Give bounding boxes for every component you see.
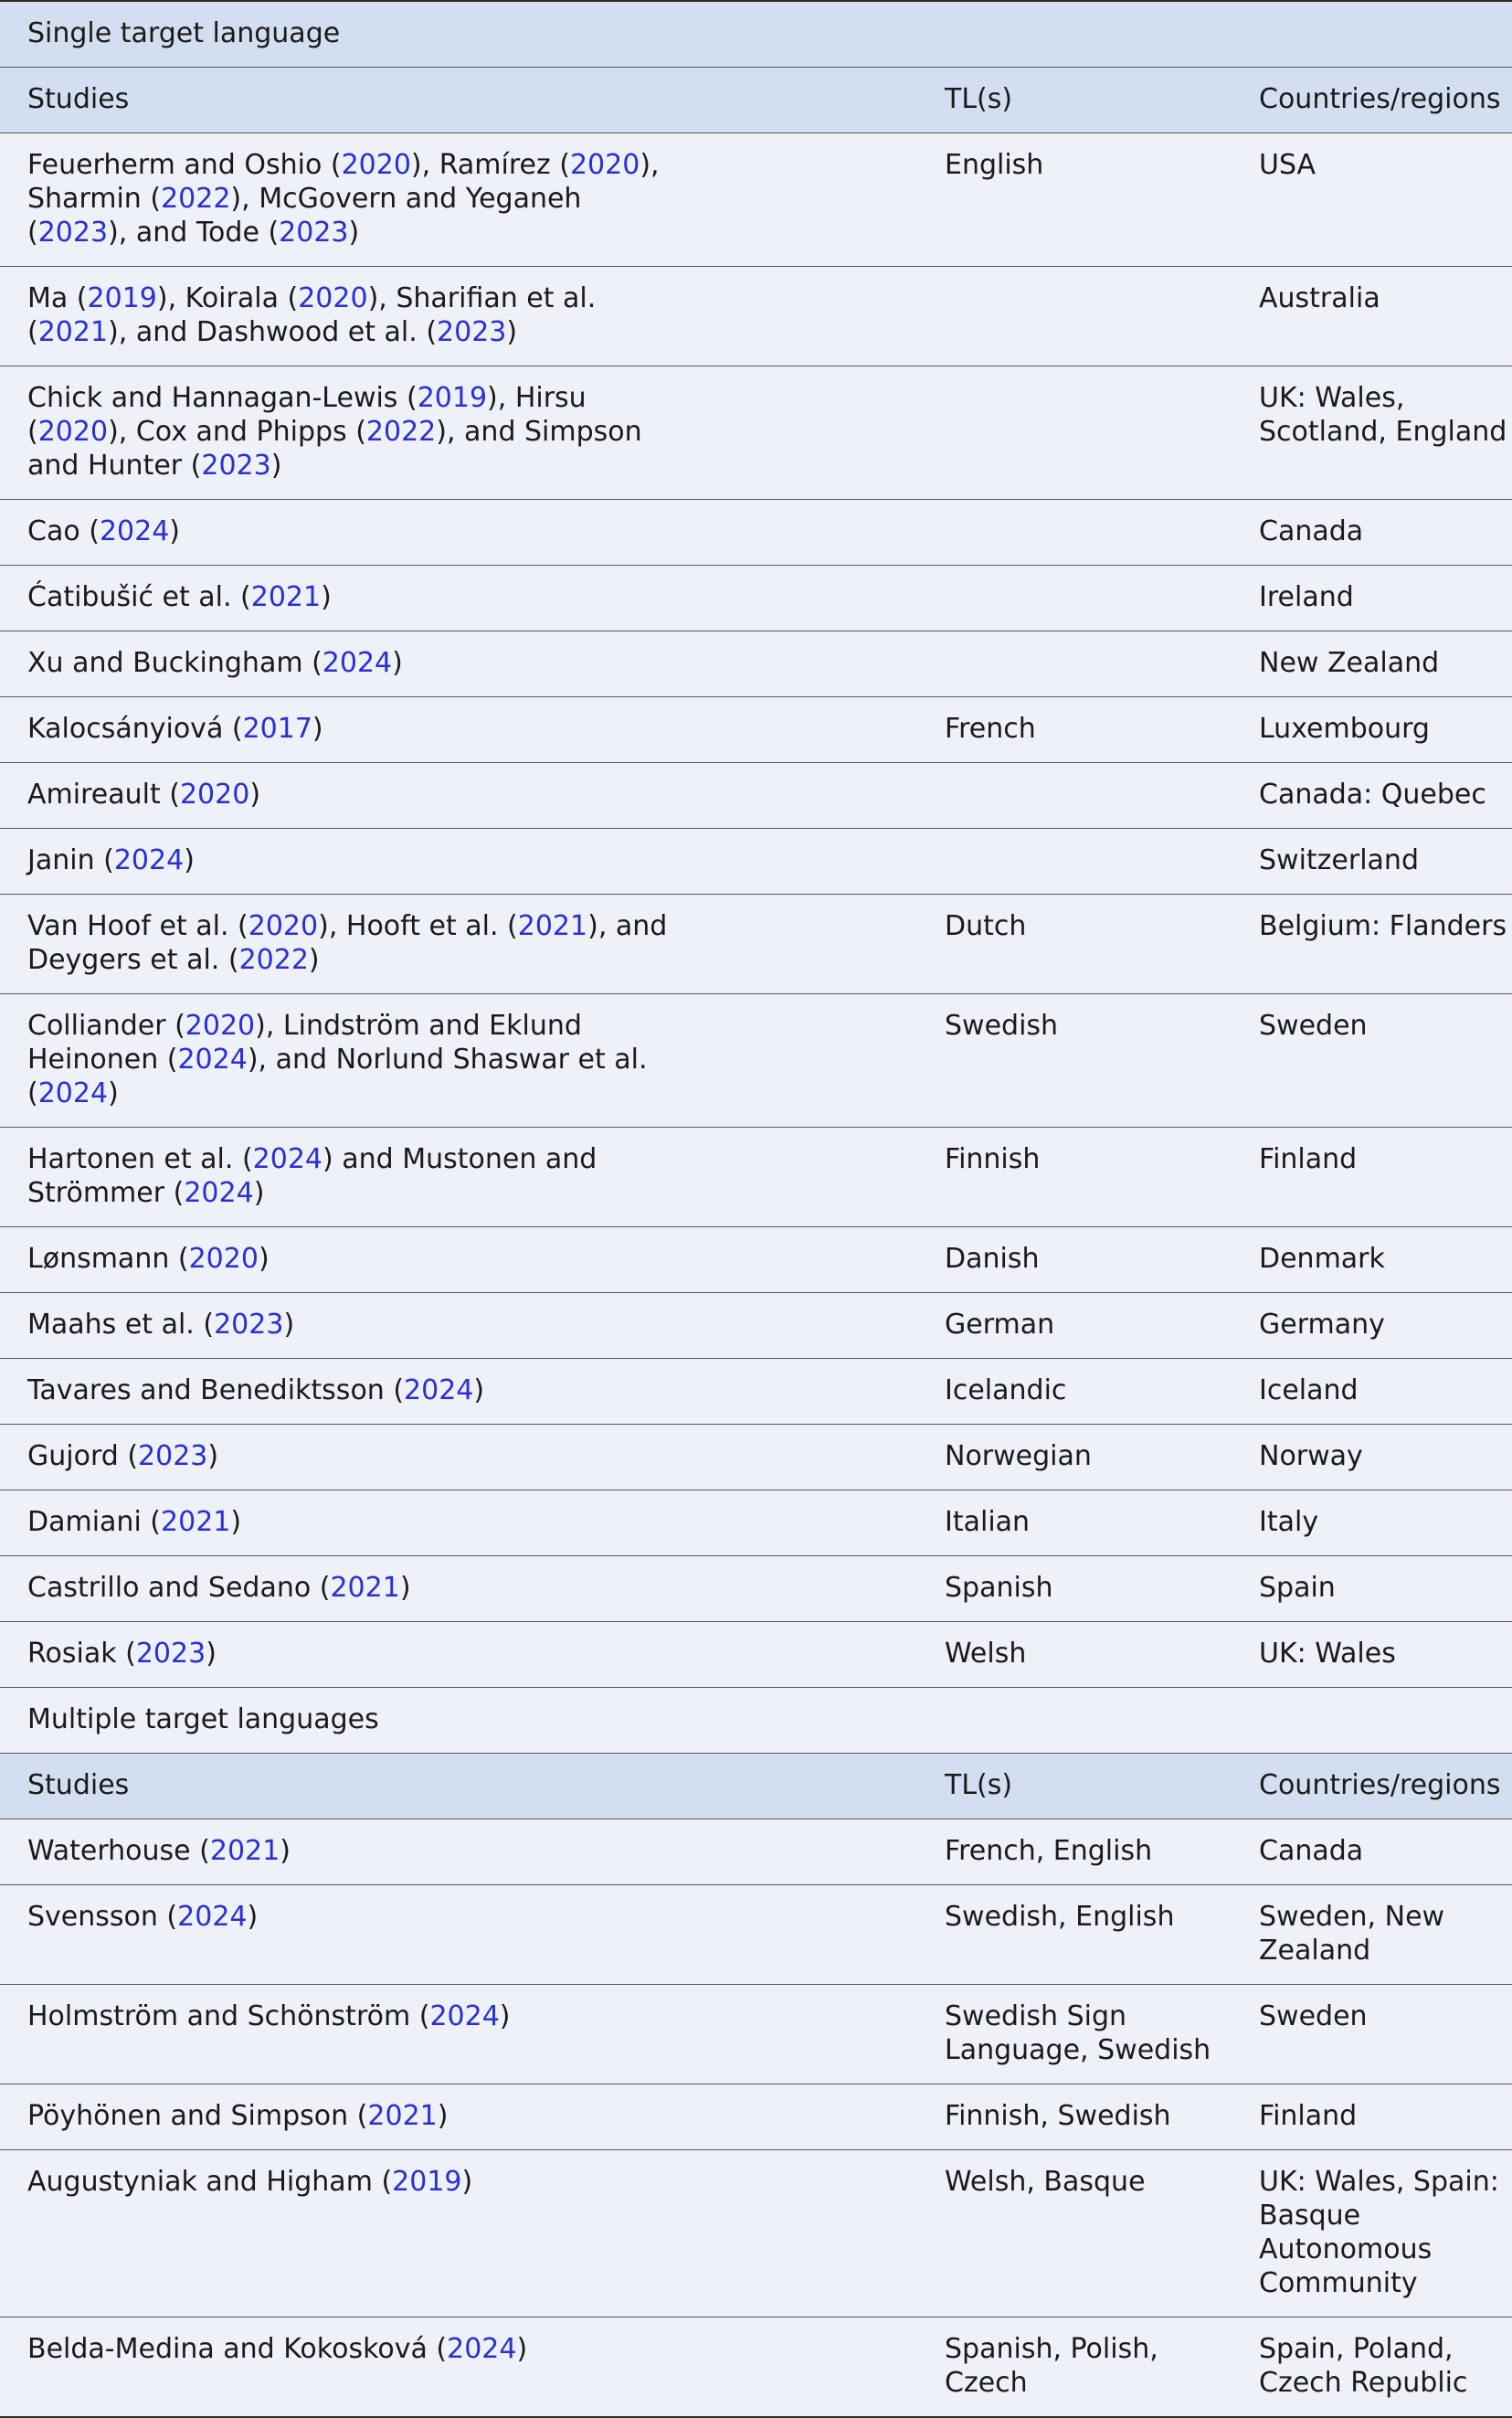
citation-year-link[interactable]: 2023: [437, 316, 507, 348]
study-text: ): [184, 844, 195, 876]
country-cell: New Zealand: [1232, 631, 1512, 697]
table-row: [0, 1359, 1512, 1425]
citation-year-link[interactable]: 2023: [279, 217, 349, 249]
tl-cell: French: [917, 697, 1232, 763]
study-text: ), and Deygers et al. (: [27, 910, 668, 976]
studies-cell: [0, 829, 917, 895]
study-text: Colliander (: [27, 1010, 185, 1042]
country-cell: UK: Wales, Spain: Basque Autonomous Community: [1232, 2150, 1512, 2317]
header-studies: Studies: [0, 68, 917, 133]
studies-cell: [0, 1985, 917, 2084]
tl-cell: Finnish, Swedish: [917, 2084, 1232, 2150]
study-text: Feuerherm and Oshio (: [27, 149, 342, 181]
country-cell: Belgium: Flanders: [1232, 895, 1512, 994]
studies-cell: [0, 1556, 917, 1622]
citation-year-link[interactable]: 2019: [87, 282, 157, 314]
table-row: [0, 1985, 1512, 2084]
table-row: [0, 1819, 1512, 1885]
study-text: ), Hirsu (: [27, 382, 587, 448]
table-row: [0, 1490, 1512, 1556]
table-row: [0, 267, 1512, 366]
studies-cell: [0, 1128, 917, 1227]
country-cell: Iceland: [1232, 1359, 1512, 1425]
tl-cell: Swedish Sign Language, Swedish: [917, 1985, 1232, 2084]
study-text: ): [206, 1638, 217, 1670]
citation-year-link[interactable]: 2020: [179, 779, 250, 811]
study-text: ): [283, 1309, 295, 1341]
study-text: Amireault (: [27, 779, 180, 811]
citation-year-link[interactable]: 2024: [429, 2000, 500, 2032]
table-row: [0, 631, 1512, 697]
table-row: [0, 366, 1512, 500]
citation-year-link[interactable]: 2020: [248, 910, 319, 942]
study-text: ): [207, 1440, 219, 1472]
table-row: [0, 2150, 1512, 2317]
study-text: Gujord (: [27, 1440, 139, 1472]
tl-cell: [917, 763, 1232, 829]
citation-year-link[interactable]: 2020: [341, 149, 411, 181]
tl-cell: Danish: [917, 1227, 1232, 1293]
study-text: ): [258, 1243, 270, 1275]
study-text: ): [247, 1901, 259, 1933]
country-cell: Canada: Quebec: [1232, 763, 1512, 829]
citation-year-link[interactable]: 2021: [250, 581, 322, 613]
table-row: [0, 2084, 1512, 2150]
study-text: ) and Mustonen and Strömmer (: [27, 1143, 597, 1209]
country-cell: UK: Wales: [1232, 1622, 1512, 1688]
study-text: Janin (: [27, 844, 114, 876]
study-text: Van Hoof et al. (: [27, 910, 248, 942]
studies-cell: [0, 1293, 917, 1359]
study-text: ), Koirala (: [156, 282, 299, 314]
citation-year-link[interactable]: 2024: [113, 844, 185, 876]
study-text: ), Ramírez (: [410, 149, 570, 181]
table-row: [0, 1885, 1512, 1985]
study-text: ): [169, 515, 181, 547]
citation-year-link[interactable]: 2020: [298, 282, 368, 314]
study-text: ), and Tode (: [108, 217, 280, 249]
study-text: ): [270, 450, 282, 482]
study-text: ): [399, 1572, 411, 1604]
tl-cell: French, English: [917, 1819, 1232, 1885]
study-text: ), Lindström and Eklund Heinonen (: [27, 1010, 582, 1076]
study-text: Augustyniak and Higham (: [27, 2166, 393, 2198]
citation-year-link[interactable]: 2019: [417, 382, 488, 414]
tl-cell: Norwegian: [917, 1425, 1232, 1490]
study-text: Pöyhönen and Simpson (: [27, 2100, 368, 2132]
studies-cell: [0, 763, 917, 829]
table-row: [0, 1227, 1512, 1293]
studies-cell: [0, 697, 917, 763]
table-row: [0, 1128, 1512, 1227]
studies-cell: [0, 133, 917, 267]
studies-cell: [0, 1885, 917, 1985]
study-text: ): [348, 217, 360, 249]
citation-year-link[interactable]: 2021: [330, 1572, 400, 1604]
citation-year-link[interactable]: 2023: [214, 1309, 284, 1341]
citation-year-link[interactable]: 2020: [188, 1243, 259, 1275]
study-text: ), Sharifian et al. (: [27, 282, 597, 348]
header-countries: Countries/regions: [1232, 1754, 1512, 1819]
citation-year-link[interactable]: 2024: [177, 1044, 248, 1076]
country-cell: Finland: [1232, 2084, 1512, 2150]
study-text: ): [499, 2000, 511, 2032]
header-countries: Countries/regions: [1232, 68, 1512, 133]
studies-cell: [0, 1622, 917, 1688]
citation-year-link[interactable]: 2023: [138, 1440, 208, 1472]
citation-year-link[interactable]: 2021: [367, 2100, 438, 2132]
tl-cell: Welsh, Basque: [917, 2150, 1232, 2317]
study-text: ): [392, 647, 403, 679]
citation-year-link[interactable]: 2024: [177, 1901, 248, 1933]
study-text: Kalocsányiová (: [27, 713, 243, 745]
country-cell: Denmark: [1232, 1227, 1512, 1293]
citation-year-link[interactable]: 2023: [201, 450, 271, 482]
country-cell: Sweden: [1232, 994, 1512, 1128]
study-text: Waterhouse (: [27, 1835, 210, 1867]
country-cell: Switzerland: [1232, 829, 1512, 895]
citation-year-link[interactable]: 2023: [37, 217, 109, 249]
table-row: [0, 697, 1512, 763]
study-text: ): [312, 713, 323, 745]
tl-cell: Swedish: [917, 994, 1232, 1128]
citation-year-link[interactable]: 2021: [37, 316, 109, 348]
studies-cell: [0, 631, 917, 697]
tl-cell: [917, 267, 1232, 366]
citation-year-link[interactable]: 2021: [517, 910, 588, 942]
study-text: ), Sharmin (: [27, 149, 660, 215]
tl-cell: English: [917, 133, 1232, 267]
table-row: [0, 829, 1512, 895]
study-text: ): [321, 581, 332, 613]
studies-cell: [0, 2150, 917, 2317]
study-text: ): [461, 2166, 473, 2198]
column-header-row: [0, 68, 1512, 133]
study-text: ), and Norlund Shaswar et al. (: [27, 1044, 648, 1109]
citation-year-link[interactable]: 2024: [447, 2333, 517, 2365]
country-cell: UK: Wales, Scotland, England: [1232, 366, 1512, 500]
studies-cell: [0, 1425, 917, 1490]
country-cell: Italy: [1232, 1490, 1512, 1556]
header-studies: Studies: [0, 1754, 917, 1819]
country-cell: Canada: [1232, 500, 1512, 566]
section-title: Multiple target languages: [0, 1688, 1512, 1754]
study-text: Ćatibušić et al. (: [27, 581, 251, 613]
citation-year-link[interactable]: 2024: [322, 647, 393, 679]
study-text: ): [108, 1077, 119, 1109]
study-text: Belda-Medina and Kokosková (: [27, 2333, 448, 2365]
studies-cell: [0, 1227, 917, 1293]
tl-cell: Italian: [917, 1490, 1232, 1556]
study-text: Tavares and Benediktsson (: [27, 1374, 405, 1406]
table-row: [0, 763, 1512, 829]
studies-cell: [0, 2317, 917, 2418]
tl-cell: Spanish, Polish, Czech: [917, 2317, 1232, 2418]
tl-cell: Finnish: [917, 1128, 1232, 1227]
study-text: ): [230, 1506, 242, 1538]
study-text: Xu and Buckingham (: [27, 647, 322, 679]
tl-cell: Dutch: [917, 895, 1232, 994]
tl-cell: [917, 829, 1232, 895]
study-text: ), Cox and Phipps (: [108, 416, 366, 448]
tl-cell: [917, 366, 1232, 500]
section-title-row: [0, 1688, 1512, 1754]
table-row: [0, 1293, 1512, 1359]
studies-cell: [0, 1819, 917, 1885]
column-header-row: [0, 1754, 1512, 1819]
table-row: [0, 895, 1512, 994]
tl-cell: Icelandic: [917, 1359, 1232, 1425]
citation-year-link[interactable]: 2020: [37, 416, 109, 448]
table-row: [0, 1556, 1512, 1622]
citation-year-link[interactable]: 2023: [135, 1638, 206, 1670]
tl-cell: [917, 500, 1232, 566]
country-cell: Ireland: [1232, 566, 1512, 631]
studies-cell: [0, 2084, 917, 2150]
country-cell: Norway: [1232, 1425, 1512, 1490]
study-text: Maahs et al. (: [27, 1309, 215, 1341]
citation-year-link[interactable]: 2021: [209, 1835, 280, 1867]
study-text: ), Hooft et al. (: [318, 910, 518, 942]
study-text: ), and Simpson and Hunter (: [27, 416, 642, 482]
study-text: Holmström and Schönström (: [27, 2000, 430, 2032]
study-text: ): [473, 1374, 485, 1406]
citation-year-link[interactable]: 2024: [252, 1143, 323, 1175]
studies-cell: [0, 994, 917, 1128]
country-cell: USA: [1232, 133, 1512, 267]
citation-year-link[interactable]: 2022: [238, 944, 309, 976]
country-cell: Spain: [1232, 1556, 1512, 1622]
table-row: [0, 2317, 1512, 2418]
citation-year-link[interactable]: 2017: [242, 713, 312, 745]
study-text: Cao (: [27, 515, 100, 547]
citation-year-link[interactable]: 2024: [404, 1374, 474, 1406]
table-row: [0, 500, 1512, 566]
country-cell: Spain, Poland, Czech Republic: [1232, 2317, 1512, 2418]
table-row: [0, 133, 1512, 267]
tl-cell: [917, 566, 1232, 631]
study-text: Rosiak (: [27, 1638, 136, 1670]
study-text: ): [308, 944, 320, 976]
study-text: Svensson (: [27, 1901, 178, 1933]
study-text: Ma (: [27, 282, 88, 314]
section-title-row: [0, 1, 1512, 68]
section-title: Single target language: [0, 1, 1512, 68]
study-text: ): [249, 779, 261, 811]
country-cell: Finland: [1232, 1128, 1512, 1227]
country-cell: Canada: [1232, 1819, 1512, 1885]
citation-year-link[interactable]: 2021: [161, 1506, 231, 1538]
studies-cell: [0, 500, 917, 566]
tl-cell: German: [917, 1293, 1232, 1359]
citation-year-link[interactable]: 2022: [161, 183, 231, 215]
study-text: ): [516, 2333, 528, 2365]
header-tls: TL(s): [917, 68, 1232, 133]
citation-year-link[interactable]: 2024: [184, 1177, 254, 1209]
country-cell: Australia: [1232, 267, 1512, 366]
studies-cell: [0, 1490, 917, 1556]
study-text: Damiani (: [27, 1506, 162, 1538]
citation-year-link[interactable]: 2024: [99, 515, 170, 547]
tl-cell: [917, 631, 1232, 697]
country-cell: Luxembourg: [1232, 697, 1512, 763]
study-text: Lønsmann (: [27, 1243, 189, 1275]
tl-cell: Spanish: [917, 1556, 1232, 1622]
study-text: ): [437, 2100, 449, 2132]
studies-cell: [0, 1359, 917, 1425]
citation-year-link[interactable]: 2020: [185, 1010, 256, 1042]
citation-year-link[interactable]: 2022: [365, 416, 437, 448]
studies-cell: [0, 267, 917, 366]
study-text: Chick and Hannagan-Lewis (: [27, 382, 418, 414]
table-row: [0, 566, 1512, 631]
country-cell: Sweden, New Zealand: [1232, 1885, 1512, 1985]
tl-cell: Swedish, English: [917, 1885, 1232, 1985]
tl-cell: Welsh: [917, 1622, 1232, 1688]
studies-cell: [0, 366, 917, 500]
citation-year-link[interactable]: 2024: [37, 1077, 109, 1109]
studies-cell: [0, 895, 917, 994]
citation-year-link[interactable]: 2020: [569, 149, 640, 181]
study-text: ), and Dashwood et al. (: [108, 316, 438, 348]
study-text: ), McGovern and Yeganeh (: [27, 183, 582, 249]
study-text: ): [506, 316, 518, 348]
study-text: Hartonen et al. (: [27, 1143, 253, 1175]
table-row: [0, 994, 1512, 1128]
study-text: ): [280, 1835, 291, 1867]
header-tls: TL(s): [917, 1754, 1232, 1819]
study-text: ): [253, 1177, 265, 1209]
country-cell: Sweden: [1232, 1985, 1512, 2084]
studies-cell: [0, 566, 917, 631]
study-text: Castrillo and Sedano (: [27, 1572, 331, 1604]
country-cell: Germany: [1232, 1293, 1512, 1359]
citation-year-link[interactable]: 2019: [392, 2166, 462, 2198]
table-row: [0, 1622, 1512, 1688]
table-row: [0, 1425, 1512, 1490]
